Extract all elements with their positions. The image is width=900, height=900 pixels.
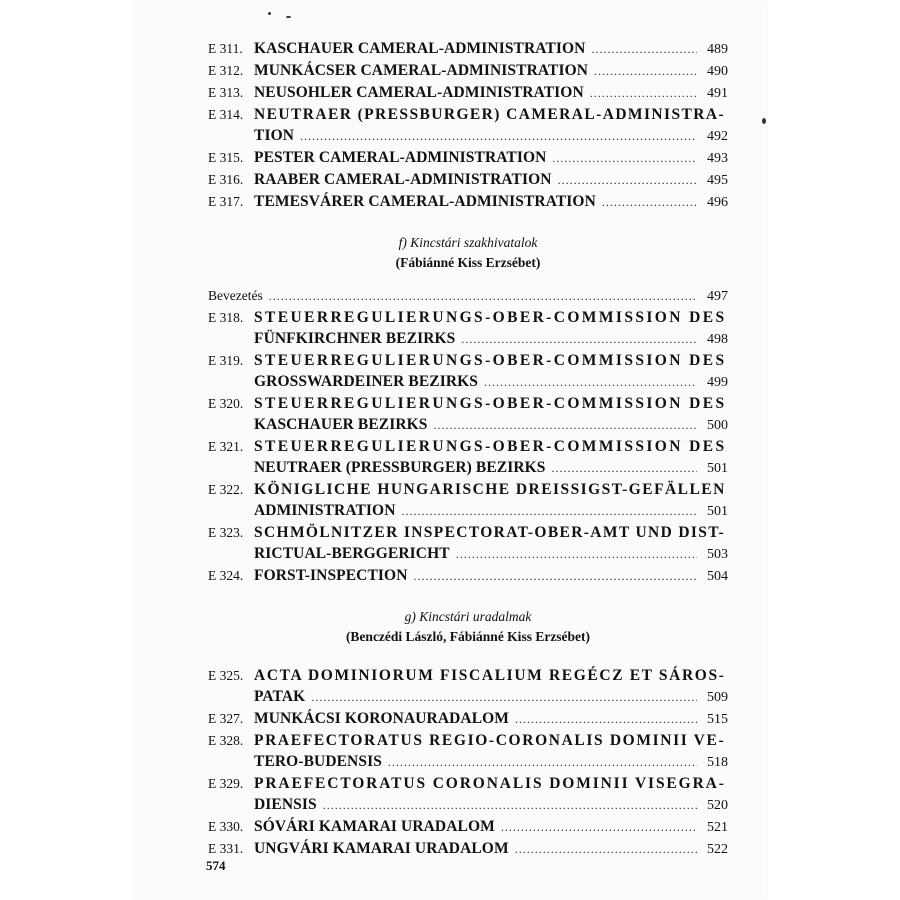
entry-title-line (254, 838, 728, 860)
toc-entry (208, 82, 728, 104)
intro-page: 497 (707, 289, 728, 304)
toc-entry (208, 816, 728, 838)
entry-title-text: PATAK (254, 688, 306, 705)
entry-title (254, 708, 728, 730)
entry-page: 522 (707, 842, 728, 857)
dot-leader (434, 415, 697, 436)
toc-intro-row (208, 285, 728, 307)
entry-title-text: PRAEFECTORATUS CORONALIS DOMINII VISEGRA- (254, 775, 726, 792)
entry-title-line (254, 147, 728, 169)
entry-title-text: KASCHAUER CAMERAL-ADMINISTRATION (254, 40, 586, 57)
entry-code: E 319. (208, 353, 244, 368)
entry-title (254, 565, 728, 587)
entry-title-line (254, 191, 728, 213)
entry-title (254, 522, 728, 565)
entry-page: 520 (707, 798, 728, 813)
entry-title-line (254, 169, 728, 191)
entry-title-line (254, 751, 728, 773)
entry-title-text: RAABER CAMERAL-ADMINISTRATION (254, 171, 552, 188)
entry-title-text: MUNKÁCSI KORONAURADALOM (254, 710, 510, 727)
toc-entry (208, 169, 728, 191)
entry-title-text: STEUERREGULIERUNGS-OBER-COMMISSION DES (254, 438, 727, 455)
entry-code: E 322. (208, 482, 244, 497)
entry-title-text: MUNKÁCSER CAMERAL-ADMINISTRATION (254, 62, 589, 79)
entry-title-line (254, 522, 728, 543)
page-number: 574 (206, 858, 226, 873)
entry-title-text: TEMESVÁRER CAMERAL-ADMINISTRATION (254, 193, 596, 210)
toc-entry (208, 838, 728, 860)
entry-code: E 318. (208, 310, 244, 325)
entry-code: E 320. (208, 396, 244, 411)
entry-page: 501 (707, 504, 728, 519)
dot-leader (591, 39, 697, 60)
entry-title-text: PESTER CAMERAL-ADMINISTRATION (254, 149, 547, 166)
scan-speck (286, 16, 291, 18)
intro-label: Bevezetés (208, 288, 263, 303)
entry-code: E 328. (208, 733, 244, 748)
toc-entry (208, 350, 728, 393)
dot-leader (558, 170, 697, 191)
entry-title-text: STEUERREGULIERUNGS-OBER-COMMISSION DES (254, 395, 727, 412)
entry-page: 509 (707, 690, 728, 705)
entry-title (254, 104, 728, 147)
entry-title-line (254, 457, 728, 479)
entry-title-line (254, 350, 728, 371)
entry-title-line (254, 665, 728, 686)
entry-page: 493 (707, 151, 728, 166)
dot-leader (402, 501, 698, 522)
entry-title-line (254, 328, 728, 350)
entry-title-line (254, 436, 728, 457)
entry-title-text: NEUTRAER (PRESSBURGER) CAMERAL-ADMINISTRA- (254, 106, 726, 123)
entry-title-text: SÓVÁRI KAMARAI URADALOM (254, 818, 495, 835)
dot-leader (501, 817, 697, 838)
entry-code: E 331. (208, 841, 244, 856)
dot-leader (484, 372, 697, 393)
dot-leader (515, 709, 697, 730)
entry-title-line (254, 479, 728, 500)
entry-title (254, 350, 728, 393)
entry-title (254, 147, 728, 169)
entry-title (254, 665, 728, 708)
toc-entry (208, 565, 728, 587)
entry-title-line (254, 125, 728, 147)
entry-title-text: NEUTRAER (PRESSBURGER) BEZIRKS (254, 459, 546, 476)
entry-title-line (254, 307, 728, 328)
entry-page: 491 (707, 86, 728, 101)
entry-title-line (254, 730, 728, 751)
entry-code: E 325. (208, 668, 244, 683)
toc-group-f (208, 307, 728, 587)
entry-page: 496 (707, 195, 728, 210)
entry-code: E 317. (208, 194, 244, 209)
entry-title (254, 307, 728, 350)
section-f-authors: (Fábiánné Kiss Erzsébet) (395, 255, 541, 270)
entry-code: E 315. (208, 150, 244, 165)
entry-title (254, 38, 728, 60)
entry-title (254, 82, 728, 104)
dot-leader (413, 566, 697, 587)
entry-title-line (254, 708, 728, 730)
entry-title-line (254, 543, 728, 565)
dot-leader (461, 329, 697, 350)
entry-page: 504 (707, 569, 728, 584)
entry-title-text: ACTA DOMINIORUM FISCALIUM REGÉCZ ET SÁROS- (254, 667, 726, 684)
entry-title-line (254, 414, 728, 436)
entry-code: E 311. (208, 41, 243, 56)
toc-entry (208, 522, 728, 565)
entry-title-text: RICTUAL-BERGGERICHT (254, 545, 450, 562)
dot-leader (300, 126, 697, 147)
toc-group-g (208, 665, 728, 860)
entry-code: E 316. (208, 172, 244, 187)
entry-title-text: STEUERREGULIERUNGS-OBER-COMMISSION DES (254, 309, 727, 326)
entry-page: 490 (707, 64, 728, 79)
entry-code: E 313. (208, 85, 244, 100)
entry-title-line (254, 500, 728, 522)
entry-title-line (254, 60, 728, 82)
entry-title (254, 730, 728, 773)
entry-title-text: FORST-INSPECTION (254, 567, 408, 584)
toc-entry (208, 393, 728, 436)
entry-title-text: FÜNFKIRCHNER BEZIRKS (254, 330, 456, 347)
entry-title-line (254, 38, 728, 60)
entry-page: 518 (707, 755, 728, 770)
entry-page: 501 (707, 461, 728, 476)
entry-code: E 314. (208, 107, 244, 122)
entry-title-text: UNGVÁRI KAMARAI URADALOM (254, 840, 509, 857)
toc-entry (208, 436, 728, 479)
entry-title (254, 773, 728, 816)
entry-title-text: STEUERREGULIERUNGS-OBER-COMMISSION DES (254, 352, 727, 369)
entry-page: 492 (707, 129, 728, 144)
entry-title-text: DIENSIS (254, 796, 317, 813)
entry-title-text: TERO-BUDENSIS (254, 753, 382, 770)
entry-title-line (254, 393, 728, 414)
entry-title-text: GROSSWARDEINER BEZIRKS (254, 373, 478, 390)
entry-code: E 327. (208, 711, 244, 726)
entry-title-line (254, 773, 728, 794)
entry-title-text: KASCHAUER BEZIRKS (254, 416, 428, 433)
entry-page: 499 (707, 375, 728, 390)
toc-content (208, 38, 728, 860)
entry-title-text: SCHMÖLNITZER INSPECTORAT-OBER-AMT UND DIST- (254, 524, 726, 541)
entry-page: 521 (707, 820, 728, 835)
toc-entry (208, 191, 728, 213)
entry-page: 500 (707, 418, 728, 433)
section-g-heading: g) Kincstári uradalmak (404, 609, 532, 624)
entry-code: E 321. (208, 439, 244, 454)
entry-title-text: NEUSOHLER CAMERAL-ADMINISTRATION (254, 84, 584, 101)
dot-leader (323, 795, 697, 816)
entry-title-line (254, 104, 728, 125)
toc-entry (208, 38, 728, 60)
scan-speck (762, 118, 766, 124)
entry-title (254, 838, 728, 860)
entry-title-line (254, 82, 728, 104)
entry-code: E 330. (208, 819, 244, 834)
dot-leader (552, 458, 697, 479)
entry-title (254, 479, 728, 522)
entry-title (254, 393, 728, 436)
entry-page: 503 (707, 547, 728, 562)
toc-entry (208, 60, 728, 82)
entry-code: E 312. (208, 63, 244, 78)
toc-entry (208, 730, 728, 773)
entry-title (254, 816, 728, 838)
dot-leader (552, 148, 697, 169)
dot-leader (602, 192, 697, 213)
entry-title (254, 191, 728, 213)
dot-leader (311, 687, 697, 708)
toc-entry (208, 479, 728, 522)
section-g-authors: (Benczédi László, Fábiánné Kiss Erzsébet) (345, 629, 591, 644)
entry-title-line (254, 371, 728, 393)
entry-page: 515 (707, 712, 728, 727)
document-page (134, 0, 767, 900)
entry-title (254, 169, 728, 191)
entry-title-text: PRAEFECTORATUS REGIO-CORONALIS DOMINII VE- (254, 732, 726, 749)
entry-title-text: ADMINISTRATION (254, 502, 396, 519)
toc-entry (208, 104, 728, 147)
entry-page: 498 (707, 332, 728, 347)
entry-page: 495 (707, 173, 728, 188)
toc-entry (208, 307, 728, 350)
toc-entry (208, 708, 728, 730)
section-f-heading: f) Kincstári szakhivatalok (398, 235, 538, 250)
dot-leader (594, 61, 697, 82)
entry-code: E 329. (208, 776, 244, 791)
scan-speck (268, 12, 271, 15)
entry-page: 489 (707, 42, 728, 57)
toc-entry (208, 665, 728, 708)
entry-title-text: TION (254, 127, 295, 144)
dot-leader (269, 286, 697, 307)
dot-leader (515, 839, 697, 860)
entry-title-line (254, 816, 728, 838)
toc-entry (208, 147, 728, 169)
entry-title-line (254, 794, 728, 816)
entry-code: E 324. (208, 568, 244, 583)
entry-title (254, 436, 728, 479)
dot-leader (456, 544, 697, 565)
toc-group-a (208, 38, 728, 213)
toc-entry (208, 773, 728, 816)
dot-leader (388, 752, 697, 773)
entry-title-line (254, 565, 728, 587)
entry-title-text: KÖNIGLICHE HUNGARISCHE DREISSIGST-GEFÄLLEN (254, 481, 726, 498)
dot-leader (590, 83, 697, 104)
entry-code: E 323. (208, 525, 244, 540)
entry-title (254, 60, 728, 82)
entry-title-line (254, 686, 728, 708)
